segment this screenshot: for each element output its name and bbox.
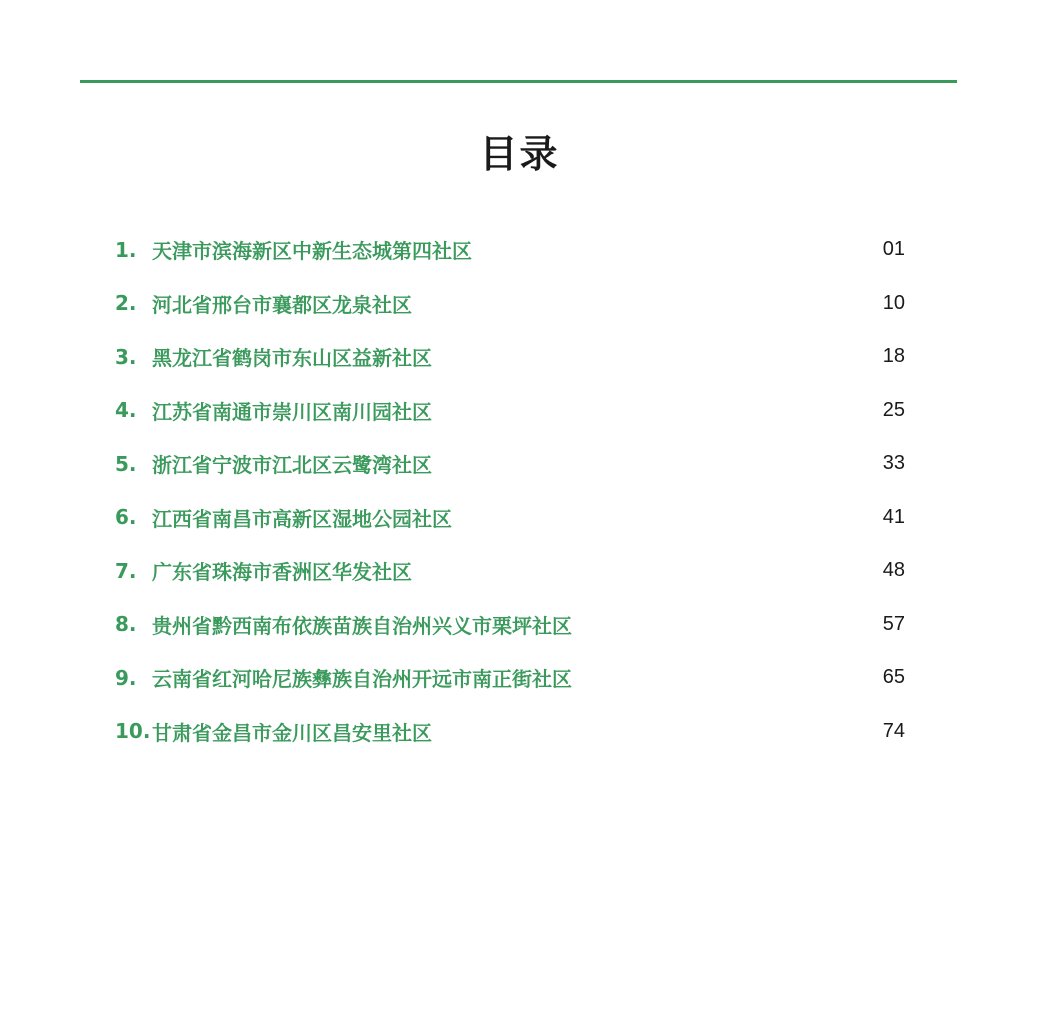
toc-entry-label[interactable]: 贵州省黔西南布依族苗族自治州兴义市栗坪社区: [152, 613, 572, 638]
toc-entry-page: 33: [882, 452, 905, 475]
toc-list: [115, 223, 905, 758]
toc-entry-label[interactable]: 河北省邢台市襄都区龙泉社区: [152, 292, 412, 317]
toc-entry-number: 6.: [115, 505, 137, 530]
toc-entry-page: 65: [882, 666, 905, 689]
toc-entry[interactable]: [115, 223, 905, 277]
toc-entry-page: 57: [882, 612, 905, 635]
toc-entry[interactable]: [115, 598, 905, 652]
toc-entry[interactable]: [115, 651, 905, 705]
toc-entry-number: 3.: [115, 344, 137, 369]
top-divider: [80, 80, 957, 83]
toc-entry-number: 10.: [115, 719, 151, 744]
toc-entry-page: 25: [882, 398, 905, 421]
toc-entry-label[interactable]: 云南省红河哈尼族彝族自治州开远市南正街社区: [152, 667, 572, 692]
toc-entry-label[interactable]: 甘肃省金昌市金川区昌安里社区: [152, 720, 432, 745]
toc-entry-label[interactable]: 江苏省南通市崇川区南川园社区: [152, 399, 432, 424]
toc-entry[interactable]: [115, 491, 905, 545]
toc-entry-number: 9.: [115, 665, 137, 690]
toc-entry-label[interactable]: 浙江省宁波市江北区云鹭湾社区: [152, 453, 432, 478]
toc-entry-page: 10: [882, 291, 905, 314]
toc-entry-label[interactable]: 天津市滨海新区中新生态城第四社区: [152, 239, 472, 264]
toc-entry[interactable]: [115, 330, 905, 384]
toc-entry[interactable]: [115, 437, 905, 491]
toc-entry[interactable]: [115, 277, 905, 331]
toc-entry-page: 41: [882, 505, 905, 528]
toc-entry-page: 74: [882, 719, 905, 742]
toc-entry-page: 18: [882, 345, 905, 368]
page-title: 目录: [479, 132, 560, 176]
toc-entry-number: 4.: [115, 398, 137, 423]
toc-entry[interactable]: [115, 384, 905, 438]
toc-entry-label[interactable]: 广东省珠海市香洲区华发社区: [152, 560, 412, 585]
toc-entry-page: 48: [882, 559, 905, 582]
toc-entry-label[interactable]: 黑龙江省鹤岗市东山区益新社区: [152, 346, 432, 371]
toc-entry-number: 2.: [115, 291, 137, 316]
toc-entry-number: 7.: [115, 558, 137, 583]
toc-entry-number: 5.: [115, 451, 137, 476]
toc-entry-label[interactable]: 江西省南昌市高新区湿地公园社区: [152, 506, 452, 531]
toc-entry[interactable]: [115, 544, 905, 598]
toc-entry-number: 1.: [115, 237, 137, 262]
toc-entry-page: 01: [882, 238, 905, 261]
toc-entry[interactable]: [115, 705, 905, 759]
toc-entry-number: 8.: [115, 612, 137, 637]
